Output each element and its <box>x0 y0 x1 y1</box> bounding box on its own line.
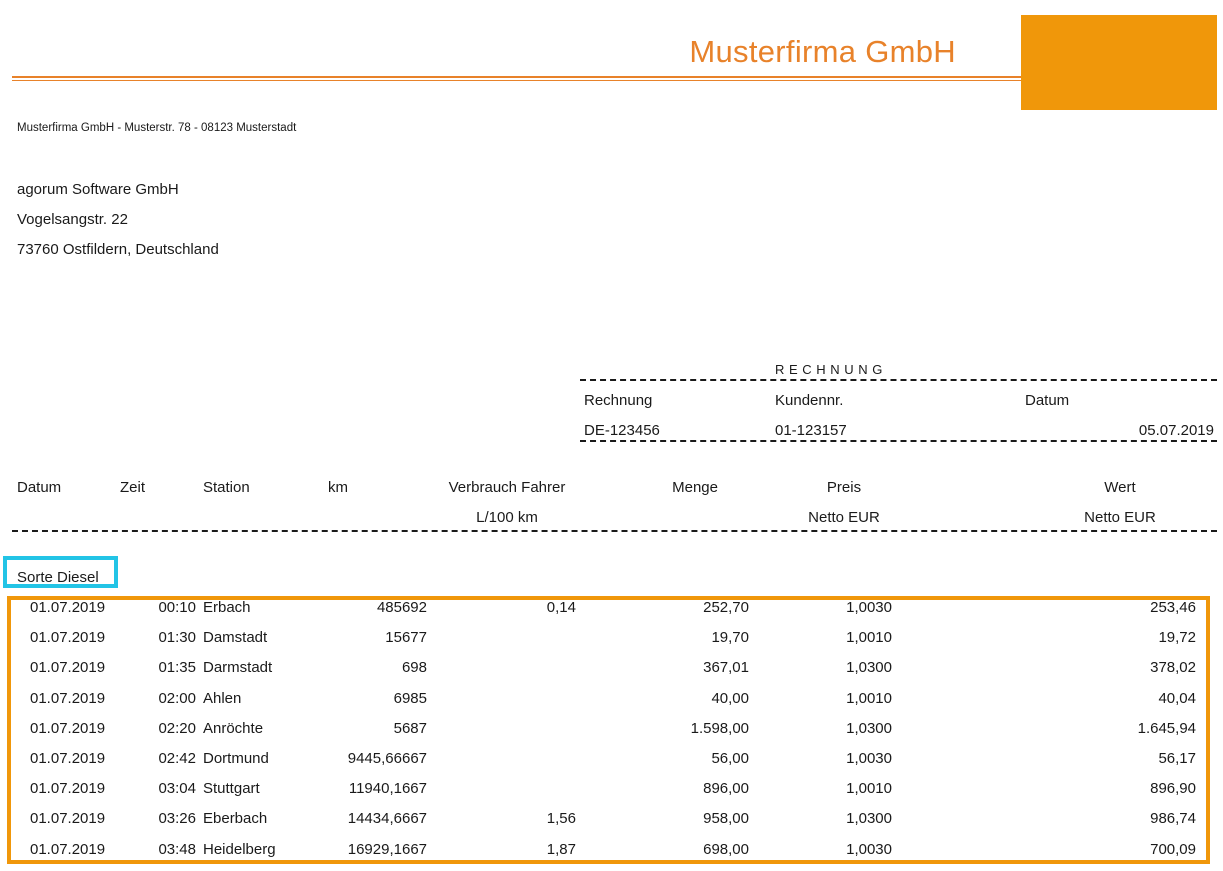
cell-preis: 1,0300 <box>846 719 892 737</box>
recipient-street: Vogelsangstr. 22 <box>17 211 128 228</box>
cell-zeit: 01:30 <box>158 629 196 647</box>
table-row <box>0 810 1223 840</box>
cell-preis: 1,0030 <box>846 599 892 616</box>
cell-km: 6985 <box>393 689 427 707</box>
group-label: Sorte Diesel <box>17 569 99 586</box>
cell-km: 11940,1667 <box>348 780 427 798</box>
cell-station: Stuttgart <box>203 780 260 798</box>
header-station: Station <box>203 479 250 496</box>
cell-station: Eberbach <box>203 810 268 828</box>
cell-datum: 01.07.2019 <box>30 599 106 616</box>
cell-zeit: 03:04 <box>158 780 196 798</box>
cell-preis: 1,0010 <box>846 689 892 707</box>
cell-wert: 378,02 <box>1150 659 1196 677</box>
cell-preis: 1,0300 <box>846 810 892 828</box>
recipient-city: 73760 Ostfildern, Deutschland <box>17 241 219 258</box>
invoice-date: 05.07.2019 <box>1138 422 1214 439</box>
cell-preis: 1,0010 <box>846 629 892 647</box>
divider <box>580 379 1217 381</box>
header-preis-unit: Netto EUR <box>808 509 880 526</box>
header-verbrauch-unit: L/100 km <box>476 509 538 526</box>
cell-datum: 01.07.2019 <box>30 810 106 828</box>
header-zeit: Zeit <box>120 479 146 496</box>
table-row <box>0 841 1223 871</box>
cell-km: 16929,1667 <box>347 840 427 858</box>
cell-km: 5687 <box>393 719 427 737</box>
cell-wert: 700,09 <box>1150 840 1196 858</box>
customer-number: 01-123157 <box>775 422 847 439</box>
cell-menge: 252,70 <box>703 599 749 616</box>
table-row <box>0 629 1223 659</box>
cell-datum: 01.07.2019 <box>30 689 106 707</box>
cell-menge: 698,00 <box>703 840 749 858</box>
table-row <box>0 780 1223 810</box>
label-invoice-date: Datum <box>1025 392 1070 409</box>
cell-datum: 01.07.2019 <box>30 840 106 858</box>
cell-preis: 1,0010 <box>846 780 892 798</box>
label-customer-number: Kundennr. <box>775 392 844 409</box>
cell-verbrauch: 0,14 <box>546 599 576 616</box>
cell-menge: 1.598,00 <box>690 719 749 737</box>
cell-menge: 19,70 <box>711 629 749 647</box>
cell-wert: 40,04 <box>1158 689 1196 707</box>
cell-zeit: 02:42 <box>158 750 196 767</box>
header-preis: Preis <box>826 479 862 496</box>
cell-menge: 896,00 <box>703 780 749 798</box>
cell-station: Heidelberg <box>203 840 276 858</box>
cell-zeit: 02:00 <box>158 689 196 707</box>
cell-station: Dortmund <box>203 750 269 767</box>
cell-datum: 01.07.2019 <box>30 750 106 767</box>
header-wert-unit: Netto EUR <box>1084 509 1156 526</box>
logo-block <box>1021 15 1217 110</box>
table-row <box>0 659 1223 689</box>
cell-zeit: 03:48 <box>158 840 196 858</box>
header-km: km <box>328 479 348 496</box>
label-invoice-number: Rechnung <box>584 392 653 409</box>
cell-menge: 958,00 <box>703 810 749 828</box>
cell-wert: 896,90 <box>1150 780 1196 798</box>
header-menge: Menge <box>672 479 718 496</box>
cell-wert: 1.645,94 <box>1137 719 1196 737</box>
cell-station: Damstadt <box>203 629 268 647</box>
divider <box>580 440 1217 442</box>
cell-datum: 01.07.2019 <box>30 629 106 647</box>
table-header-divider <box>12 530 1217 532</box>
cell-preis: 1,0030 <box>846 750 892 767</box>
cell-station: Darmstadt <box>203 659 273 677</box>
cell-km: 698 <box>401 659 427 677</box>
cell-zeit: 00:10 <box>158 599 196 616</box>
table-row <box>0 599 1223 629</box>
cell-menge: 367,01 <box>703 659 749 677</box>
company-name: Musterfirma GmbH <box>689 34 956 69</box>
cell-zeit: 01:35 <box>158 659 196 677</box>
cell-verbrauch: 1,56 <box>546 810 576 828</box>
cell-station: Erbach <box>203 599 251 616</box>
table-row <box>0 750 1223 780</box>
cell-zeit: 03:26 <box>158 810 196 828</box>
cell-km: 15677 <box>385 629 427 647</box>
invoice-title: RECHNUNG <box>775 362 887 377</box>
sender-line: Musterfirma GmbH - Musterstr. 78 - 08123 Musterstadt <box>17 122 297 134</box>
header-rule <box>12 76 1021 78</box>
cell-wert: 986,74 <box>1150 810 1196 828</box>
cell-station: Anröchte <box>203 719 264 737</box>
cell-menge: 40,00 <box>711 689 749 707</box>
header-wert: Wert <box>1104 479 1136 496</box>
cell-station: Ahlen <box>203 689 242 707</box>
cell-km: 485692 <box>376 599 427 616</box>
header-verbrauch: Verbrauch Fahrer <box>448 479 566 496</box>
cell-km: 9445,66667 <box>347 750 427 767</box>
cell-datum: 01.07.2019 <box>30 659 106 677</box>
recipient-name: agorum Software GmbH <box>17 181 179 198</box>
table-row <box>0 690 1223 720</box>
cell-preis: 1,0030 <box>846 840 892 858</box>
cell-wert: 56,17 <box>1158 750 1196 767</box>
cell-zeit: 02:20 <box>158 719 196 737</box>
table-row <box>0 720 1223 750</box>
invoice-number: DE-123456 <box>584 422 660 439</box>
cell-verbrauch: 1,87 <box>546 840 576 858</box>
cell-wert: 253,46 <box>1150 599 1196 616</box>
cell-preis: 1,0300 <box>846 659 892 677</box>
cell-menge: 56,00 <box>711 750 749 767</box>
header-datum: Datum <box>17 479 62 496</box>
cell-datum: 01.07.2019 <box>30 719 106 737</box>
cell-wert: 19,72 <box>1158 629 1196 647</box>
cell-datum: 01.07.2019 <box>30 780 106 798</box>
cell-km: 14434,6667 <box>347 810 427 828</box>
header-rule-thin <box>12 80 1021 81</box>
